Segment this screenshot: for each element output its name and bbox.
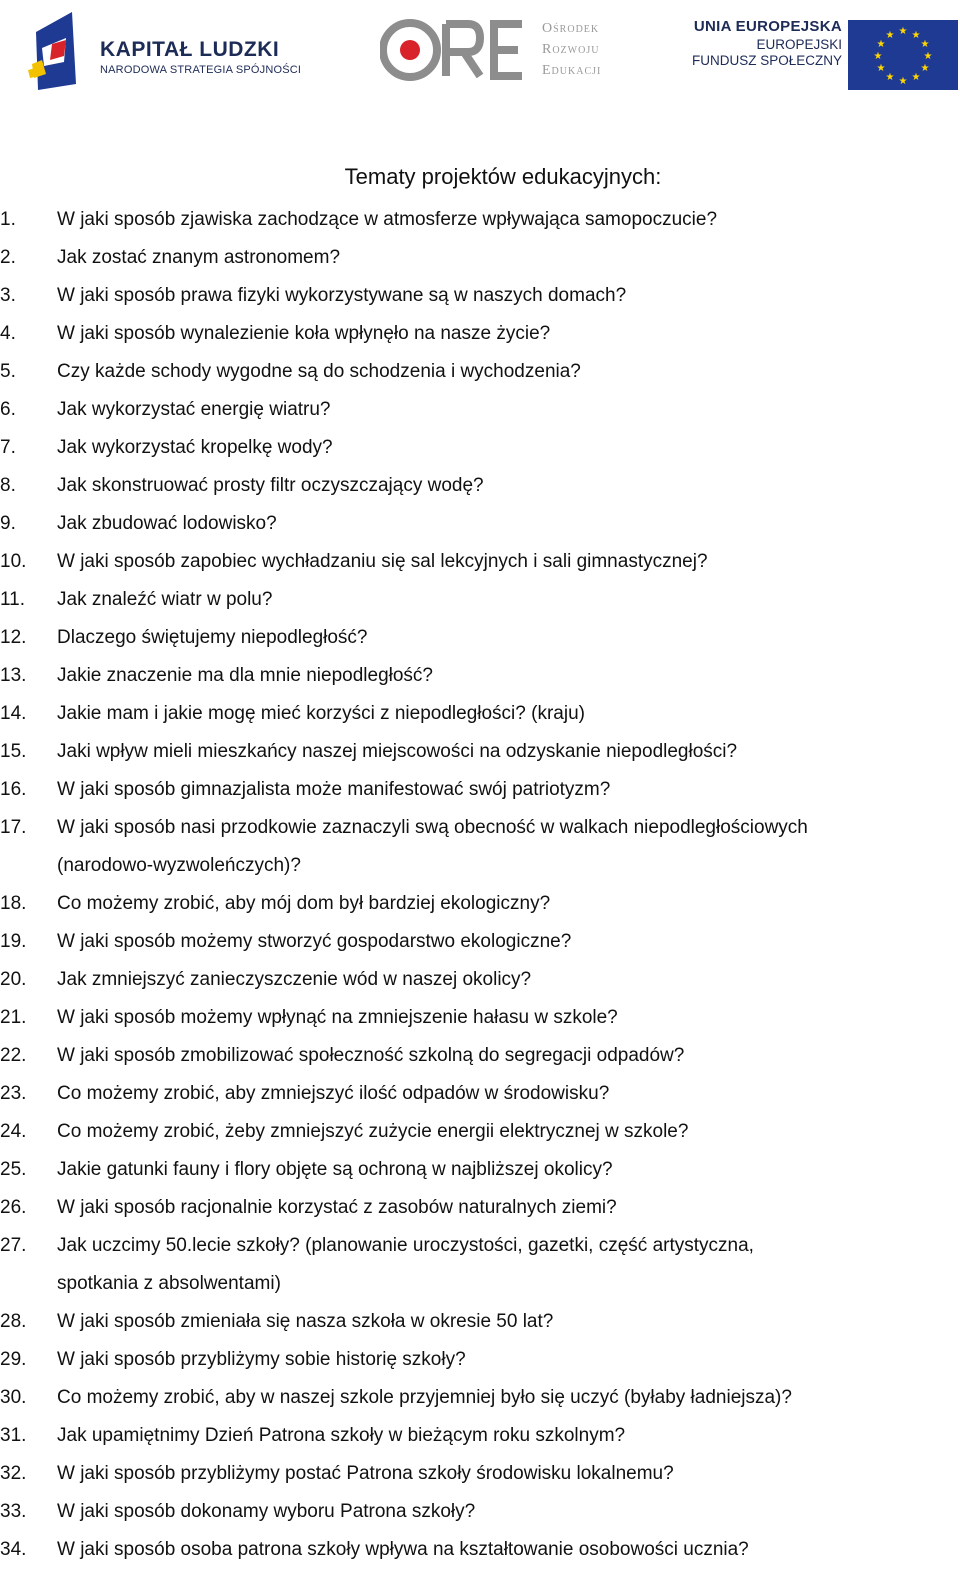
topic-number: 7. [0,437,16,458]
topic-text [57,1417,625,1455]
topic-item [0,923,960,961]
topic-text-line: Jakie znaczenie ma dla mnie niepodległość? [57,665,434,686]
topic-item [0,1227,960,1303]
topic-text-line: Jak zostać znanym astronomem? [57,247,341,268]
topic-text-line: W jaki sposób gimnazjalista może manifestować swój patriotyzm? [57,779,611,800]
topic-text [57,201,717,239]
topic-text-line: W jaki sposób przybliżymy sobie historię szkoły? [57,1349,466,1370]
topic-text-line: (narodowo-wyzwoleńczych)? [57,855,301,876]
topic-text [57,1531,749,1569]
topic-text-line: Dlaczego świętujemy niepodległość? [57,627,368,648]
topic-text [57,505,277,543]
topic-text [57,733,737,771]
topic-list [0,201,960,1569]
topic-number: 34. [0,1539,27,1560]
topic-text [57,923,571,961]
topic-number: 1. [0,209,16,230]
topic-text [57,695,585,733]
eu-logo [688,14,960,90]
topic-text [57,543,708,581]
topic-text-line: Jakie mam i jakie mogę mieć korzyści z niepodległości? (kraju) [57,703,585,724]
topic-number: 11. [0,589,26,610]
topic-text-line: W jaki sposób zmobilizować społeczność szkolną do segregacji odpadów? [57,1045,685,1066]
kapital-ludzki-emblem-icon [28,4,98,96]
topic-number: 24. [0,1121,27,1142]
svg-text:★: ★ [885,72,895,83]
topic-item [0,1151,960,1189]
topic-item [0,809,960,885]
topic-text-line: W jaki sposób wynalezienie koła wpłynęło na nasze życie? [57,323,551,344]
document-title: Tematy projektów edukacyjnych: [344,164,662,189]
topic-text [57,353,581,391]
kapital-ludzki-title: KAPITAŁ LUDZKI [100,38,280,61]
topic-number: 30. [0,1387,27,1408]
topic-number: 15. [0,741,27,762]
topic-text-line: W jaki sposób dokonamy wyboru Patrona szkoły? [57,1501,476,1522]
topic-item [0,1303,960,1341]
topic-text [57,1189,617,1227]
topic-item [0,315,960,353]
topic-number: 5. [0,361,16,382]
svg-text:★: ★ [911,72,921,83]
topic-number: 19. [0,931,27,952]
topic-item [0,1379,960,1417]
topic-item [0,1455,960,1493]
topic-number: 33. [0,1501,27,1522]
svg-text:★: ★ [898,76,908,87]
ore-line-3: Edukacji [542,63,602,78]
topic-text [57,467,484,505]
kapital-ludzki-subtitle: NARODOWA STRATEGIA SPÓJNOŚCI [100,64,302,76]
topic-item [0,239,960,277]
topic-number: 32. [0,1463,27,1484]
topic-text-line: W jaki sposób przybliżymy postać Patrona szkoły środowisku lokalnemu? [57,1463,674,1484]
topic-number: 12. [0,627,27,648]
topic-text-line: Co możemy zrobić, aby w naszej szkole przyjemniej było się uczyć (byłaby ładniejsza)? [57,1387,792,1408]
topic-text [57,429,333,467]
topic-number: 25. [0,1159,27,1180]
svg-text:★: ★ [923,51,933,62]
eu-line-1: UNIA EUROPEJSKA [693,18,842,35]
topic-text-line: W jaki sposób prawa fizyki wykorzystywane są w naszych domach? [57,285,627,306]
topic-text-line: Co możemy zrobić, żeby zmniejszyć zużycie energii elektrycznej w szkole? [57,1121,689,1142]
topic-number: 13. [0,665,27,686]
topic-text-line: W jaki sposób zjawiska zachodzące w atmosferze wpływająca samopoczucie? [57,209,718,230]
topic-text-line: Jak uczcimy 50.lecie szkoły? (planowanie uroczystości, gazetki, część artystyczna, [57,1235,754,1256]
topic-item [0,1417,960,1455]
topic-item [0,1531,960,1569]
topic-text [57,1379,792,1417]
topic-text [57,771,610,809]
topic-text-line: W jaki sposób osoba patrona szkoły wpływa na kształtowanie osobowości ucznia? [57,1539,749,1560]
topic-text-line: Jak wykorzystać kropelkę wody? [57,437,333,458]
kapital-ludzki-logo [28,4,308,96]
topic-item [0,1113,960,1151]
topic-item [0,1075,960,1113]
topic-item [0,733,960,771]
topic-text [57,999,618,1037]
topic-item [0,695,960,733]
topic-item [0,999,960,1037]
topic-text [57,961,531,999]
topic-item [0,581,960,619]
topic-number: 26. [0,1197,27,1218]
topic-text-line: Czy każde schody wygodne są do schodzenia i wychodzenia? [57,361,581,382]
svg-text:★: ★ [911,30,921,41]
topic-text-line: Jak znaleźć wiatr w polu? [57,589,273,610]
topic-text [57,277,626,315]
svg-text:★: ★ [920,63,930,74]
topic-number: 21. [0,1007,27,1028]
topic-text-line: Jak wykorzystać energię wiatru? [57,399,331,420]
topic-text-line: W jaki sposób zapobiec wychładzaniu się sal lekcyjnych i sali gimnastycznej? [57,551,708,572]
topic-text-line: Jakie gatunki fauny i flory objęte są ochroną w najbliższej okolicy? [57,1159,613,1180]
topic-text [57,1455,674,1493]
topic-text-line: Jak zbudować lodowisko? [57,513,277,534]
topic-item [0,429,960,467]
topic-item [0,1189,960,1227]
topic-item [0,201,960,239]
topic-number: 8. [0,475,16,496]
ore-line-1: Ośrodek [542,21,600,36]
topic-text [57,657,433,695]
ore-line-2: Rozwoju [542,42,600,57]
topic-text-line: Co możemy zrobić, aby zmniejszyć ilość odpadów w środowisku? [57,1083,610,1104]
topic-item [0,277,960,315]
topic-text [57,885,550,923]
ore-name [542,18,601,81]
topic-number: 20. [0,969,27,990]
topic-number: 3. [0,285,16,306]
topic-text [57,1037,684,1075]
topic-item [0,619,960,657]
svg-text:★: ★ [876,63,886,74]
topic-item [0,1341,960,1379]
topic-text-line: W jaki sposób możemy wpłynąć na zmniejszenie hałasu w szkole? [57,1007,618,1028]
topic-text-line: Jak upamiętnimy Dzień Patrona szkoły w bieżącym roku szkolnym? [57,1425,626,1446]
topic-number: 2. [0,247,16,268]
topic-item [0,353,960,391]
topic-item [0,505,960,543]
eu-line-2: EUROPEJSKI [756,37,842,52]
topic-item [0,467,960,505]
topic-item [0,391,960,429]
topic-text [57,1075,609,1113]
topic-item [0,771,960,809]
topic-item [0,657,960,695]
eu-text [692,18,842,68]
topic-text-line: Jak skonstruować prosty filtr oczyszczający wodę? [57,475,484,496]
topic-text [57,1113,688,1151]
topic-text-line: W jaki sposób zmieniała się nasza szkoła w okresie 50 lat? [57,1311,554,1332]
topic-number: 29. [0,1349,27,1370]
topic-text-line: Co możemy zrobić, aby mój dom był bardziej ekologiczny? [57,893,551,914]
topic-item [0,1037,960,1075]
topic-number: 27. [0,1235,27,1256]
svg-text:★: ★ [885,30,895,41]
topic-text-line: Jaki wpływ mieli mieszkańcy naszej miejscowości na odzyskanie niepodległości? [57,741,738,762]
topic-text [57,239,340,277]
topic-text [57,1493,475,1531]
eu-line-3: FUNDUSZ SPOŁECZNY [691,53,842,68]
topic-item [0,961,960,999]
eu-flag-icon [848,20,958,90]
topic-number: 28. [0,1311,27,1332]
topic-number: 23. [0,1083,27,1104]
topic-text [57,581,272,619]
topic-text-line: W jaki sposób racjonalnie korzystać z zasobów naturalnych ziemi? [57,1197,617,1218]
page-header [0,0,960,100]
topic-number: 16. [0,779,27,800]
topic-text [57,1341,466,1379]
topic-item [0,1493,960,1531]
topic-text [57,809,808,885]
topic-number: 14. [0,703,27,724]
topic-number: 22. [0,1045,27,1066]
ore-mark-icon [380,18,530,82]
topic-text [57,315,550,353]
topic-text-line: Jak zmniejszyć zanieczyszczenie wód w naszej okolicy? [57,969,532,990]
topic-text-line: W jaki sposób możemy stworzyć gospodarstwo ekologiczne? [57,931,572,952]
svg-text:★: ★ [876,39,886,50]
topic-number: 17. [0,817,27,838]
topic-item [0,543,960,581]
topic-text-line: W jaki sposób nasi przodkowie zaznaczyli swą obecność w walkach niepodległościowych [57,817,808,838]
topic-number: 9. [0,513,16,534]
topic-text [57,1151,613,1189]
topic-number: 18. [0,893,27,914]
topic-text [57,619,368,657]
topic-text-line: spotkania z absolwentami) [57,1273,281,1294]
topic-number: 6. [0,399,16,420]
topic-number: 4. [0,323,16,344]
topic-text [57,391,331,429]
ore-logo [380,14,630,90]
topic-text [57,1303,553,1341]
svg-text:★: ★ [898,26,908,37]
topic-item [0,885,960,923]
svg-text:★: ★ [873,51,883,62]
topic-number: 10. [0,551,27,572]
svg-text:★: ★ [920,39,930,50]
topic-number: 31. [0,1425,27,1446]
topic-text [57,1227,754,1303]
